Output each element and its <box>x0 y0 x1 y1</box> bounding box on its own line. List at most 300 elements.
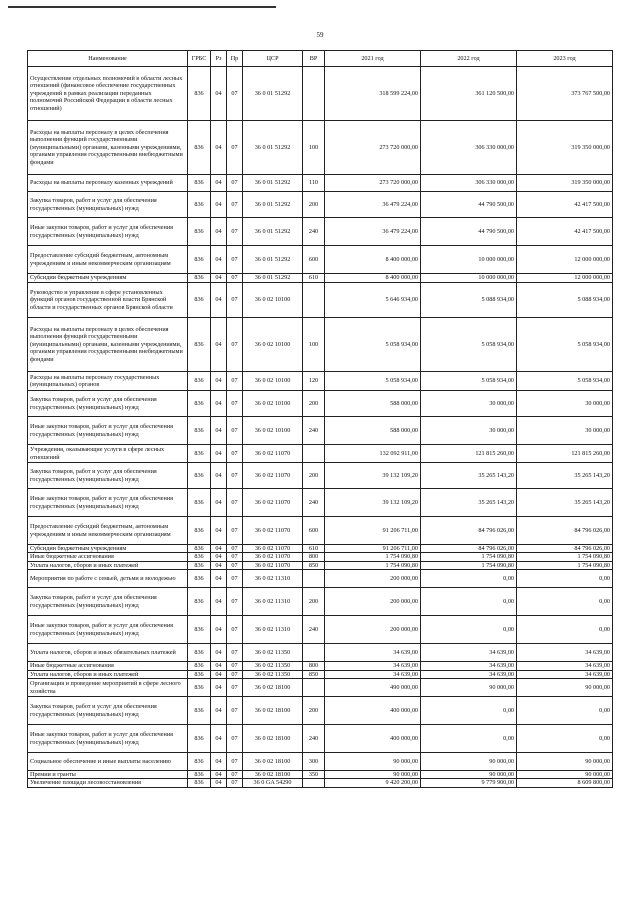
row-amount-2023: 12 000 000,00 <box>517 274 613 283</box>
row-grbs: 836 <box>188 561 211 569</box>
table-row <box>28 283 613 318</box>
row-amount-2023: 84 796 026,00 <box>517 545 613 553</box>
row-name: Организация и проведение мероприятий в сфере лесного хозяйства <box>28 679 188 697</box>
row-csr: 36 0 02 11070 <box>243 561 303 569</box>
table-row <box>28 274 613 283</box>
row-rz: 04 <box>211 274 227 283</box>
row-amount-2021: 39 132 109,20 <box>325 489 421 517</box>
row-amount-2021: 1 754 090,80 <box>325 553 421 561</box>
row-amount-2021: 588 000,00 <box>325 391 421 417</box>
row-grbs: 836 <box>188 670 211 678</box>
row-rz: 04 <box>211 725 227 753</box>
row-grbs: 836 <box>188 283 211 318</box>
row-amount-2023: 319 350 000,00 <box>517 121 613 175</box>
row-amount-2022: 361 120 500,00 <box>421 67 517 121</box>
row-vr: 610 <box>303 274 325 283</box>
row-name: Расходы на выплаты персоналу государственных (муниципальных) органов <box>28 372 188 391</box>
table-row <box>28 417 613 445</box>
table-row <box>28 121 613 175</box>
row-amount-2022: 35 265 143,20 <box>421 463 517 489</box>
row-amount-2021: 36 479 224,00 <box>325 218 421 246</box>
row-rz: 04 <box>211 771 227 779</box>
row-vr: 610 <box>303 545 325 553</box>
row-csr: 36 0 02 11070 <box>243 463 303 489</box>
row-amount-2022: 84 796 026,00 <box>421 517 517 545</box>
row-vr: 200 <box>303 391 325 417</box>
row-name: Предоставление субсидий бюджетным, автономным учреждениям и иным некоммерческим организациям <box>28 517 188 545</box>
row-amount-2023: 1 754 090,80 <box>517 561 613 569</box>
row-csr: 36 0 02 11310 <box>243 588 303 616</box>
row-csr: 36 0 02 10100 <box>243 318 303 372</box>
row-vr: 850 <box>303 670 325 678</box>
table-row <box>28 218 613 246</box>
row-csr: 36 0 02 10100 <box>243 417 303 445</box>
row-grbs: 836 <box>188 318 211 372</box>
row-amount-2023: 1 754 090,80 <box>517 553 613 561</box>
row-name: Увеличение площади лесовосстановления <box>28 779 188 787</box>
page-number: 59 <box>316 31 324 39</box>
row-amount-2021: 5 058 934,00 <box>325 372 421 391</box>
row-csr: 36 0 02 18100 <box>243 753 303 771</box>
row-name: Иные закупки товаров, работ и услуг для обеспечения государственных (муниципальных) нужд <box>28 616 188 644</box>
row-name: Расходы на выплаты персоналу в целях обеспечения выполнения функций государственными (муниципальными) органами, казенными учреждениями, органами управления государственными внебюджетными фондами <box>28 318 188 372</box>
row-rz: 04 <box>211 561 227 569</box>
row-amount-2021: 8 400 000,00 <box>325 274 421 283</box>
header-pr: Пр <box>227 51 243 67</box>
row-amount-2022: 0,00 <box>421 697 517 725</box>
row-rz: 04 <box>211 679 227 697</box>
row-amount-2022: 0,00 <box>421 570 517 588</box>
row-amount-2021: 91 206 711,00 <box>325 517 421 545</box>
row-pr: 07 <box>227 616 243 644</box>
table-row <box>28 753 613 771</box>
row-vr: 200 <box>303 463 325 489</box>
row-rz: 04 <box>211 644 227 662</box>
row-csr: 36 0 02 11070 <box>243 517 303 545</box>
row-grbs: 836 <box>188 246 211 274</box>
row-name: Закупка товаров, работ и услуг для обеспечения государственных (муниципальных) нужд <box>28 697 188 725</box>
row-rz: 04 <box>211 697 227 725</box>
row-amount-2022: 1 754 090,80 <box>421 553 517 561</box>
row-csr: 36 0 02 11070 <box>243 445 303 463</box>
table-row <box>28 67 613 121</box>
row-rz: 04 <box>211 545 227 553</box>
row-vr <box>303 570 325 588</box>
table-row <box>28 391 613 417</box>
row-name: Иные закупки товаров, работ и услуг для обеспечения государственных (муниципальных) нужд <box>28 489 188 517</box>
row-grbs: 836 <box>188 616 211 644</box>
row-rz: 04 <box>211 670 227 678</box>
row-name: Расходы на выплаты персоналу в целях обеспечения выполнения функций государственными (муниципальными) органами, казенными учреждениями, органами управления государственными внебюджетными фондами <box>28 121 188 175</box>
row-name: Премии и гранты <box>28 771 188 779</box>
row-pr: 07 <box>227 517 243 545</box>
row-amount-2021: 9 420 200,00 <box>325 779 421 787</box>
table-row <box>28 175 613 192</box>
row-grbs: 836 <box>188 372 211 391</box>
row-pr: 07 <box>227 644 243 662</box>
row-amount-2023: 35 265 143,20 <box>517 489 613 517</box>
row-name: Иные закупки товаров, работ и услуг для обеспечения государственных (муниципальных) нужд <box>28 218 188 246</box>
row-csr: 36 0 01 51292 <box>243 67 303 121</box>
row-pr: 07 <box>227 246 243 274</box>
row-vr <box>303 779 325 787</box>
row-csr: 36 0 02 18100 <box>243 771 303 779</box>
row-amount-2023: 42 417 500,00 <box>517 218 613 246</box>
row-pr: 07 <box>227 553 243 561</box>
row-name: Закупка товаров, работ и услуг для обеспечения государственных (муниципальных) нужд <box>28 463 188 489</box>
row-grbs: 836 <box>188 725 211 753</box>
row-amount-2021: 200 000,00 <box>325 616 421 644</box>
row-name: Иные бюджетные ассигнования <box>28 553 188 561</box>
row-rz: 04 <box>211 192 227 218</box>
row-grbs: 836 <box>188 779 211 787</box>
row-name: Предоставление субсидий бюджетным, автономным учреждениям и иным некоммерческим организациям <box>28 246 188 274</box>
table-row <box>28 192 613 218</box>
row-amount-2023: 34 639,00 <box>517 670 613 678</box>
row-vr: 350 <box>303 771 325 779</box>
row-amount-2021: 318 599 224,00 <box>325 67 421 121</box>
row-grbs: 836 <box>188 391 211 417</box>
row-amount-2023: 30 000,00 <box>517 391 613 417</box>
row-vr: 240 <box>303 616 325 644</box>
row-vr: 600 <box>303 246 325 274</box>
row-csr: 36 0 02 18100 <box>243 725 303 753</box>
row-csr: 36 0 02 11310 <box>243 570 303 588</box>
row-name: Расходы на выплаты персоналу казенных учреждений <box>28 175 188 192</box>
row-vr: 850 <box>303 561 325 569</box>
row-csr: 36 0 01 51292 <box>243 218 303 246</box>
row-grbs: 836 <box>188 67 211 121</box>
row-amount-2021: 588 000,00 <box>325 417 421 445</box>
row-name: Закупка товаров, работ и услуг для обеспечения государственных (муниципальных) нужд <box>28 391 188 417</box>
row-amount-2021: 200 000,00 <box>325 570 421 588</box>
row-csr: 36 0 02 10100 <box>243 372 303 391</box>
row-grbs: 836 <box>188 417 211 445</box>
row-amount-2023: 84 796 026,00 <box>517 517 613 545</box>
row-pr: 07 <box>227 417 243 445</box>
header-name: Наименование <box>28 51 188 67</box>
row-amount-2022: 5 088 934,00 <box>421 283 517 318</box>
row-amount-2022: 34 639,00 <box>421 644 517 662</box>
row-grbs: 836 <box>188 274 211 283</box>
row-amount-2023: 0,00 <box>517 616 613 644</box>
row-pr: 07 <box>227 588 243 616</box>
row-amount-2021: 490 000,00 <box>325 679 421 697</box>
row-amount-2021: 400 000,00 <box>325 725 421 753</box>
row-grbs: 836 <box>188 517 211 545</box>
row-grbs: 836 <box>188 445 211 463</box>
row-rz: 04 <box>211 391 227 417</box>
row-amount-2022: 5 058 934,00 <box>421 318 517 372</box>
row-grbs: 836 <box>188 570 211 588</box>
row-vr: 100 <box>303 121 325 175</box>
row-pr: 07 <box>227 192 243 218</box>
row-amount-2021: 36 479 224,00 <box>325 192 421 218</box>
row-csr: 36 0 GA 54290 <box>243 779 303 787</box>
row-grbs: 836 <box>188 771 211 779</box>
table-row <box>28 570 613 588</box>
row-vr: 240 <box>303 489 325 517</box>
row-csr: 36 0 02 11310 <box>243 616 303 644</box>
header-csr: ЦСР <box>243 51 303 67</box>
row-pr: 07 <box>227 697 243 725</box>
row-rz: 04 <box>211 67 227 121</box>
row-amount-2022: 90 000,00 <box>421 771 517 779</box>
row-pr: 07 <box>227 274 243 283</box>
row-amount-2023: 34 639,00 <box>517 662 613 670</box>
row-amount-2021: 90 000,00 <box>325 771 421 779</box>
row-amount-2023: 0,00 <box>517 725 613 753</box>
table-row <box>28 445 613 463</box>
row-pr: 07 <box>227 679 243 697</box>
row-pr: 07 <box>227 670 243 678</box>
row-grbs: 836 <box>188 697 211 725</box>
row-pr: 07 <box>227 175 243 192</box>
row-amount-2022: 0,00 <box>421 616 517 644</box>
row-amount-2021: 8 400 000,00 <box>325 246 421 274</box>
row-amount-2022: 30 000,00 <box>421 391 517 417</box>
table-row <box>28 644 613 662</box>
row-vr: 200 <box>303 588 325 616</box>
row-amount-2021: 5 058 934,00 <box>325 318 421 372</box>
row-amount-2023: 5 058 934,00 <box>517 372 613 391</box>
row-amount-2022: 0,00 <box>421 725 517 753</box>
row-amount-2022: 35 265 143,20 <box>421 489 517 517</box>
row-pr: 07 <box>227 283 243 318</box>
row-amount-2022: 30 000,00 <box>421 417 517 445</box>
row-amount-2022: 90 000,00 <box>421 679 517 697</box>
row-amount-2023: 12 000 000,00 <box>517 246 613 274</box>
row-amount-2023: 0,00 <box>517 570 613 588</box>
row-amount-2021: 132 092 911,00 <box>325 445 421 463</box>
row-name: Учреждения, оказывающие услуги в сфере лесных отношений <box>28 445 188 463</box>
row-amount-2023: 5 088 934,00 <box>517 283 613 318</box>
table-row <box>28 561 613 569</box>
row-csr: 36 0 02 10100 <box>243 283 303 318</box>
row-name: Уплата налогов, сборов и иных платежей <box>28 561 188 569</box>
row-name: Субсидии бюджетным учреждениям <box>28 274 188 283</box>
row-amount-2023: 319 350 000,00 <box>517 175 613 192</box>
row-vr: 200 <box>303 697 325 725</box>
row-amount-2021: 90 000,00 <box>325 753 421 771</box>
row-amount-2021: 91 206 711,00 <box>325 545 421 553</box>
row-amount-2021: 34 639,00 <box>325 644 421 662</box>
row-amount-2021: 34 639,00 <box>325 670 421 678</box>
header-row <box>28 51 613 67</box>
row-name: Мероприятия по работе с семьей, детьми и молодежью <box>28 570 188 588</box>
row-vr <box>303 283 325 318</box>
row-rz: 04 <box>211 517 227 545</box>
row-rz: 04 <box>211 779 227 787</box>
row-grbs: 836 <box>188 753 211 771</box>
row-name: Иные закупки товаров, работ и услуг для обеспечения государственных (муниципальных) нужд <box>28 725 188 753</box>
row-pr: 07 <box>227 445 243 463</box>
row-grbs: 836 <box>188 588 211 616</box>
header-grbs: ГРБС <box>188 51 211 67</box>
row-amount-2022: 34 639,00 <box>421 662 517 670</box>
row-grbs: 836 <box>188 489 211 517</box>
row-name: Руководство и управление в сфере установленных функций органов государственной власти Брянской области и государственных органов Брянской области <box>28 283 188 318</box>
table-row <box>28 463 613 489</box>
row-vr <box>303 67 325 121</box>
row-amount-2021: 1 754 090,80 <box>325 561 421 569</box>
row-csr: 36 0 01 51292 <box>243 175 303 192</box>
row-csr: 36 0 01 51292 <box>243 121 303 175</box>
row-amount-2022: 306 330 000,00 <box>421 121 517 175</box>
row-vr: 100 <box>303 318 325 372</box>
row-name: Уплата налогов, сборов и иных обязательных платежей <box>28 644 188 662</box>
row-csr: 36 0 02 18100 <box>243 697 303 725</box>
table-row <box>28 670 613 678</box>
row-rz: 04 <box>211 283 227 318</box>
row-amount-2023: 90 000,00 <box>517 753 613 771</box>
row-vr: 200 <box>303 192 325 218</box>
row-rz: 04 <box>211 753 227 771</box>
row-amount-2022: 90 000,00 <box>421 753 517 771</box>
row-amount-2022: 10 000 000,00 <box>421 246 517 274</box>
row-csr: 36 0 02 11350 <box>243 644 303 662</box>
row-amount-2021: 34 639,00 <box>325 662 421 670</box>
table-row <box>28 553 613 561</box>
row-csr: 36 0 02 11070 <box>243 553 303 561</box>
row-amount-2023: 0,00 <box>517 588 613 616</box>
row-grbs: 836 <box>188 553 211 561</box>
row-rz: 04 <box>211 553 227 561</box>
row-amount-2022: 44 790 500,00 <box>421 192 517 218</box>
row-name: Осуществление отдельных полномочий в области лесных отношений (финансовое обеспечение государственных учреждений в рамках реализации переданных полномочий Российской Федерации в области лесных отношений) <box>28 67 188 121</box>
row-vr <box>303 445 325 463</box>
row-csr: 36 0 02 11070 <box>243 489 303 517</box>
row-rz: 04 <box>211 588 227 616</box>
row-pr: 07 <box>227 218 243 246</box>
row-amount-2021: 200 000,00 <box>325 588 421 616</box>
row-pr: 07 <box>227 67 243 121</box>
table-row <box>28 318 613 372</box>
row-pr: 07 <box>227 121 243 175</box>
row-grbs: 836 <box>188 121 211 175</box>
row-csr: 36 0 01 51292 <box>243 246 303 274</box>
row-amount-2021: 273 720 000,00 <box>325 121 421 175</box>
header-2021: 2021 год <box>325 51 421 67</box>
row-csr: 36 0 02 11350 <box>243 670 303 678</box>
table-row <box>28 771 613 779</box>
row-amount-2023: 30 000,00 <box>517 417 613 445</box>
row-rz: 04 <box>211 175 227 192</box>
row-csr: 36 0 01 51292 <box>243 192 303 218</box>
row-amount-2022: 10 000 000,00 <box>421 274 517 283</box>
row-vr: 110 <box>303 175 325 192</box>
table-row <box>28 588 613 616</box>
table-row <box>28 489 613 517</box>
table-row <box>28 662 613 670</box>
row-rz: 04 <box>211 417 227 445</box>
row-amount-2022: 9 779 900,00 <box>421 779 517 787</box>
row-grbs: 836 <box>188 192 211 218</box>
row-amount-2023: 34 639,00 <box>517 644 613 662</box>
row-amount-2023: 90 000,00 <box>517 679 613 697</box>
table-row <box>28 679 613 697</box>
row-name: Закупка товаров, работ и услуг для обеспечения государственных (муниципальных) нужд <box>28 588 188 616</box>
top-rule <box>8 6 276 8</box>
row-grbs: 836 <box>188 463 211 489</box>
row-pr: 07 <box>227 753 243 771</box>
row-pr: 07 <box>227 391 243 417</box>
row-grbs: 836 <box>188 545 211 553</box>
row-vr: 240 <box>303 218 325 246</box>
row-rz: 04 <box>211 662 227 670</box>
row-amount-2022: 5 058 934,00 <box>421 372 517 391</box>
row-csr: 36 0 01 51292 <box>243 274 303 283</box>
row-amount-2022: 121 815 260,00 <box>421 445 517 463</box>
row-vr <box>303 679 325 697</box>
row-amount-2023: 121 815 260,00 <box>517 445 613 463</box>
row-vr: 300 <box>303 753 325 771</box>
row-pr: 07 <box>227 662 243 670</box>
row-rz: 04 <box>211 445 227 463</box>
row-rz: 04 <box>211 463 227 489</box>
row-vr: 120 <box>303 372 325 391</box>
table-row <box>28 616 613 644</box>
row-rz: 04 <box>211 616 227 644</box>
row-vr: 800 <box>303 662 325 670</box>
row-vr: 600 <box>303 517 325 545</box>
row-name: Иные закупки товаров, работ и услуг для обеспечения государственных (муниципальных) нужд <box>28 417 188 445</box>
row-grbs: 836 <box>188 175 211 192</box>
row-amount-2023: 8 609 800,00 <box>517 779 613 787</box>
row-vr <box>303 644 325 662</box>
header-rz: Рз <box>211 51 227 67</box>
row-amount-2023: 373 767 500,00 <box>517 67 613 121</box>
row-amount-2021: 39 132 109,20 <box>325 463 421 489</box>
row-rz: 04 <box>211 246 227 274</box>
row-name: Уплата налогов, сборов и иных платежей <box>28 670 188 678</box>
row-amount-2021: 5 646 934,00 <box>325 283 421 318</box>
row-grbs: 836 <box>188 679 211 697</box>
row-amount-2022: 84 796 026,00 <box>421 545 517 553</box>
table-row <box>28 545 613 553</box>
row-csr: 36 0 02 18100 <box>243 679 303 697</box>
row-amount-2022: 0,00 <box>421 588 517 616</box>
row-amount-2022: 306 330 000,00 <box>421 175 517 192</box>
header-2023: 2023 год <box>517 51 613 67</box>
budget-table <box>27 50 613 788</box>
row-amount-2023: 0,00 <box>517 697 613 725</box>
row-vr: 240 <box>303 725 325 753</box>
row-amount-2022: 44 790 500,00 <box>421 218 517 246</box>
row-pr: 07 <box>227 561 243 569</box>
row-pr: 07 <box>227 545 243 553</box>
row-rz: 04 <box>211 372 227 391</box>
row-rz: 04 <box>211 570 227 588</box>
table-row <box>28 697 613 725</box>
row-pr: 07 <box>227 489 243 517</box>
table-row <box>28 725 613 753</box>
row-pr: 07 <box>227 771 243 779</box>
row-grbs: 836 <box>188 644 211 662</box>
row-csr: 36 0 02 11070 <box>243 545 303 553</box>
row-name: Социальное обеспечение и иные выплаты населению <box>28 753 188 771</box>
header-2022: 2022 год <box>421 51 517 67</box>
row-amount-2022: 34 639,00 <box>421 670 517 678</box>
row-rz: 04 <box>211 318 227 372</box>
row-rz: 04 <box>211 489 227 517</box>
row-csr: 36 0 02 10100 <box>243 391 303 417</box>
row-rz: 04 <box>211 218 227 246</box>
row-amount-2022: 1 754 090,80 <box>421 561 517 569</box>
row-amount-2023: 35 265 143,20 <box>517 463 613 489</box>
row-name: Иные бюджетные ассигнования <box>28 662 188 670</box>
row-amount-2023: 5 058 934,00 <box>517 318 613 372</box>
